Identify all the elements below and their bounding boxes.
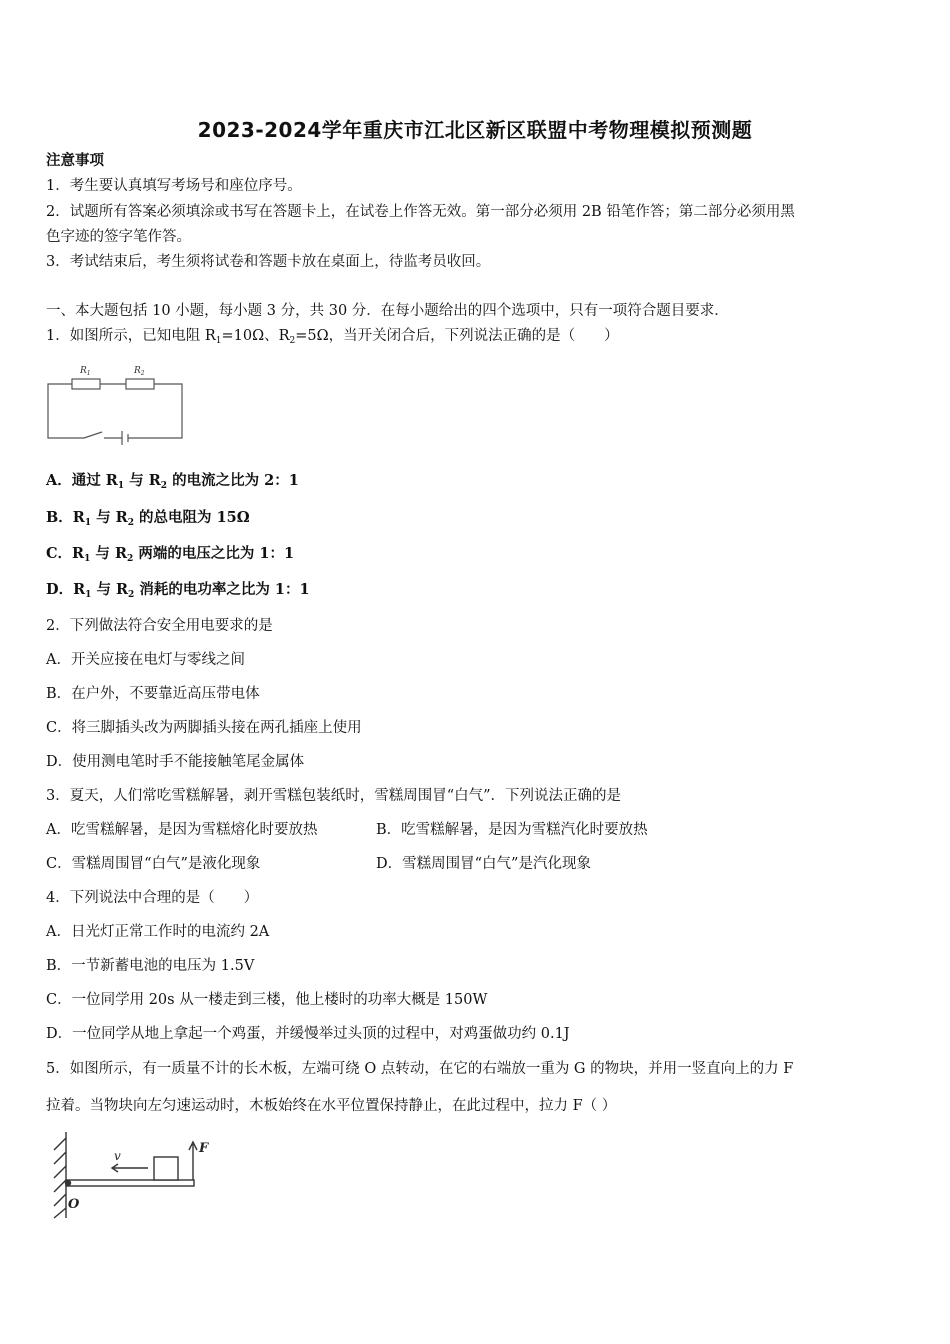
q3-option-c: C．雪糕周围冒“白气”是液化现象 xyxy=(46,856,261,872)
q4-option-d: D．一位同学从地上拿起一个鸡蛋，并缓慢举过头顶的过程中，对鸡蛋做功约 0.1J xyxy=(46,1026,570,1042)
notice-item-3: 3．考试结束后，考生须将试卷和答题卡放在桌面上，待监考员收回。 xyxy=(46,254,491,270)
notice-item-2-cont: 色字迹的签字笔作答。 xyxy=(46,229,191,245)
switch-lever xyxy=(84,432,102,438)
q3-stem: 3．夏天，人们常吃雪糕解暑，剥开雪糕包装纸时，雪糕周围冒“白气”．下列说法正确的是 xyxy=(46,788,622,804)
resistor-r2 xyxy=(126,379,154,389)
velocity-label: v xyxy=(114,1149,121,1163)
q2-option-d: D．使用测电笔时手不能接触笔尾金属体 xyxy=(46,754,305,770)
q2-option-b: B．在户外，不要靠近高压带电体 xyxy=(46,686,260,702)
circuit-right-wire xyxy=(128,384,182,438)
force-label: F xyxy=(199,1141,209,1156)
q5-stem-line-2: 拉着。当物块向左匀速运动时，木板始终在水平位置保持静止，在此过程中，拉力 F（ ） xyxy=(46,1098,617,1114)
pivot-label: O xyxy=(68,1197,80,1212)
q1-option-a: A．通过 $R_1$ 与 $R_2$ 的电流之比为 2：1 xyxy=(46,472,299,491)
r1-label: $R_1$ xyxy=(80,366,91,377)
q2-stem: 2．下列做法符合安全用电要求的是 xyxy=(46,618,273,634)
q3-option-a: A．吃雪糕解暑，是因为雪糕熔化时要放热 xyxy=(46,822,318,838)
section-1-instructions: 一、本大题包括 10 小题，每小题 3 分，共 30 分．在每小题给出的四个选项中，只有一项符合题目要求． xyxy=(46,303,729,319)
q1-circuit-diagram xyxy=(44,360,189,444)
q2-option-a: A．开关应接在电灯与零线之间 xyxy=(46,652,245,668)
q4-option-c: C．一位同学用 20s 从一楼走到三楼，他上楼时的功率大概是 150W xyxy=(46,992,488,1008)
q2-option-c: C．将三脚插头改为两脚插头接在两孔插座上使用 xyxy=(46,720,362,736)
q5-lever-diagram xyxy=(44,1130,224,1222)
notice-item-1: 1．考生要认真填写考场号和座位序号。 xyxy=(46,178,302,194)
q1-option-c: C．$R_1$ 与 $R_2$ 两端的电压之比为 1：1 xyxy=(46,545,295,564)
q4-option-a: A．日光灯正常工作时的电流约 2A xyxy=(46,924,270,940)
r2-label: $R_2$ xyxy=(134,366,145,377)
wall-hatching xyxy=(54,1138,66,1218)
q1-option-b: B．$R_1$ 与 $R_2$ 的总电阻为 15Ω xyxy=(46,509,250,528)
q3-option-d: D．雪糕周围冒“白气”是汽化现象 xyxy=(376,856,591,872)
q1-option-d: D．$R_1$ 与 $R_2$ 消耗的电功率之比为 1：1 xyxy=(46,581,310,600)
q4-option-b: B．一节新蓄电池的电压为 1.5V xyxy=(46,958,255,974)
q5-stem-line-1: 5．如图所示，有一质量不计的长木板，左端可绕 O 点转动，在它的右端放一重为 G 的物块，并用一竖直向上的力 F xyxy=(46,1061,794,1077)
q3-option-b: B．吃雪糕解暑，是因为雪糕汽化时要放热 xyxy=(376,822,648,838)
notice-item-2: 2．试题所有答案必须填涂或书写在答题卡上，在试卷上作答无效。第一部分必须用 2B 铅笔作答；第二部分必须用黑 xyxy=(46,204,795,220)
wooden-board xyxy=(66,1180,194,1186)
circuit-left-wire xyxy=(48,384,84,438)
page-title: 2023-2024学年重庆市江北区新区联盟中考物理模拟预测题 xyxy=(197,118,753,142)
resistor-r1 xyxy=(72,379,100,389)
q1-stem: 1．如图所示，已知电阻 $R_1=10\Omega$、$R_2=5\Omega$，当开关闭合后，下列说法正确的是（ ） xyxy=(46,328,619,346)
block-g xyxy=(154,1157,178,1180)
pivot-point xyxy=(66,1181,71,1186)
q4-stem: 4．下列说法中合理的是（ ） xyxy=(46,890,259,906)
notice-heading: 注意事项 xyxy=(46,152,104,169)
